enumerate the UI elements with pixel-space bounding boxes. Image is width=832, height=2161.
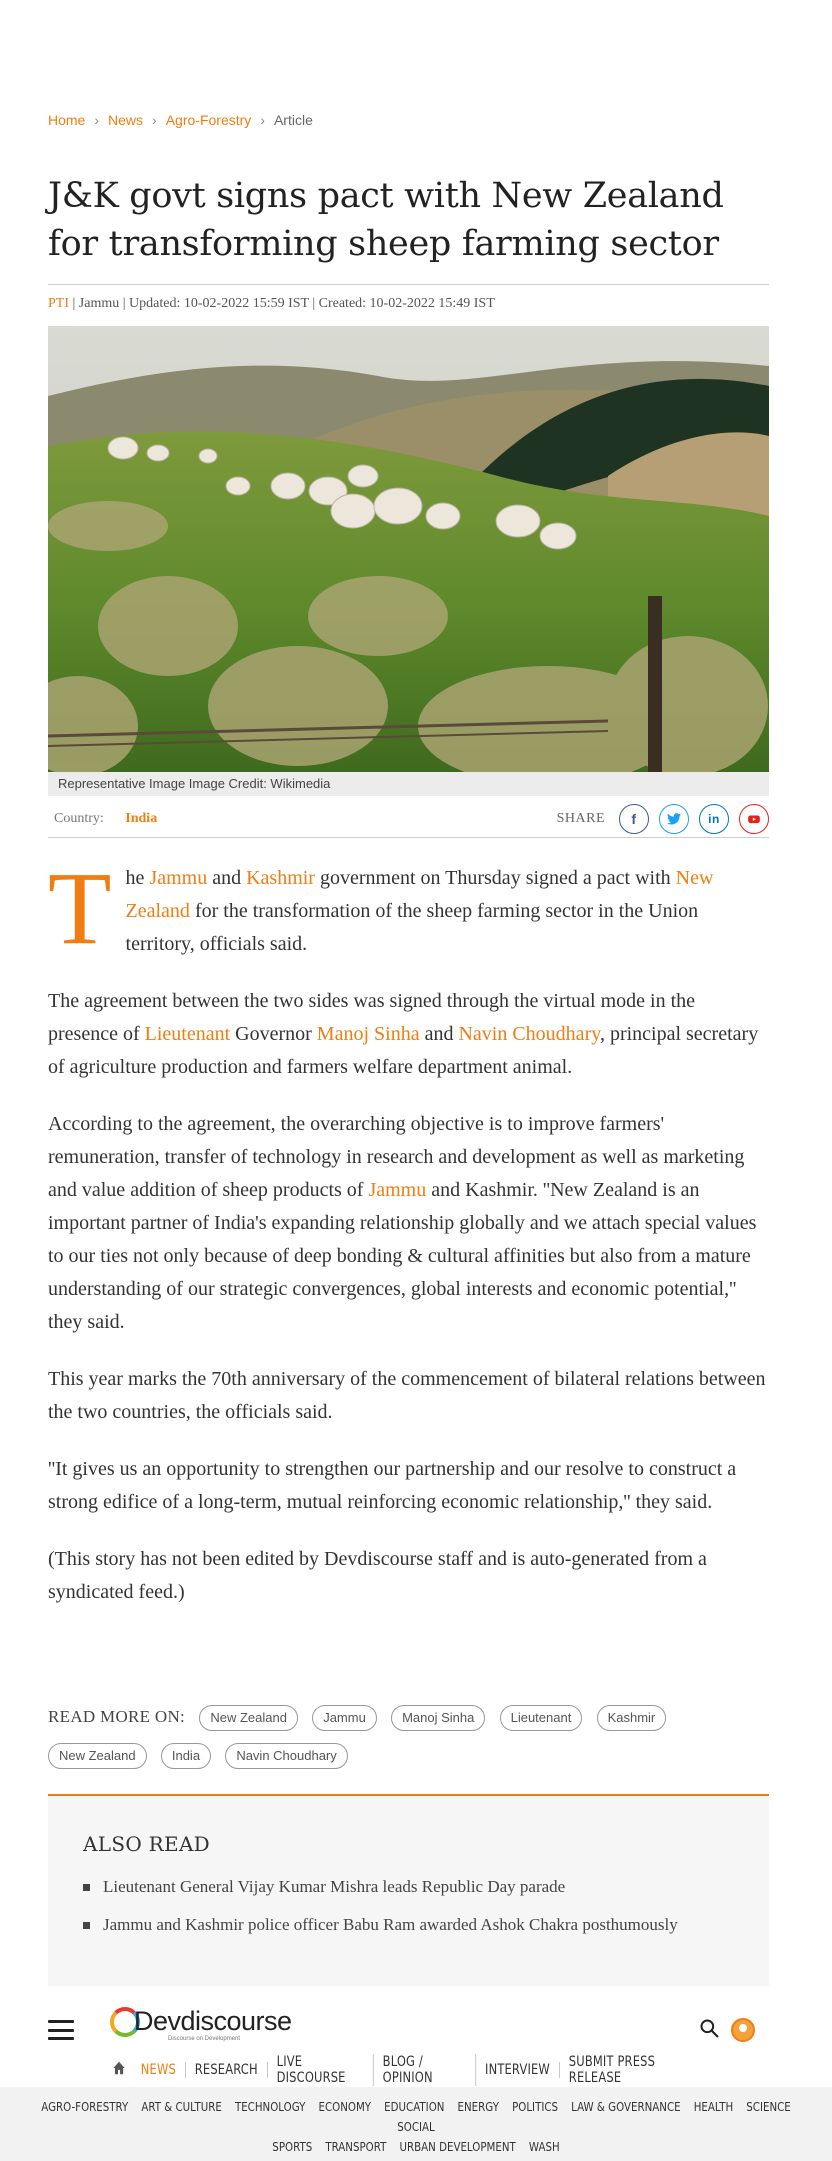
logo-text: Devdiscourse: [134, 2006, 292, 2036]
tag-link[interactable]: New Zealand: [48, 1743, 147, 1769]
article-body: [48, 851, 769, 1633]
article-title: J&K govt signs pact with New Zealand for transforming sheep farming sector: [48, 176, 724, 264]
nav-research[interactable]: RESEARCH: [186, 2062, 268, 2078]
country-info: [48, 811, 157, 827]
breadcrumb-separator: ›: [152, 112, 157, 128]
tag-link[interactable]: India: [161, 1743, 211, 1769]
breadcrumb-separator: ›: [260, 112, 265, 128]
keyword-link-manoj-sinha[interactable]: Manoj Sinha: [316, 1023, 420, 1045]
breadcrumb: [48, 112, 769, 128]
article-paragraph: [48, 1108, 769, 1339]
hamburger-menu-icon[interactable]: [48, 2020, 74, 2040]
breadcrumb-current: Article: [273, 112, 313, 128]
category-link[interactable]: TRANSPORT: [325, 2139, 387, 2154]
article-byline: [48, 296, 769, 312]
tag-link[interactable]: Jammu: [312, 1705, 377, 1731]
keyword-link-lieutenant[interactable]: Lieutenant: [144, 1023, 231, 1045]
breadcrumb-agro-forestry[interactable]: Agro-Forestry: [165, 112, 252, 128]
search-icon[interactable]: [699, 2018, 719, 2043]
tag-link[interactable]: Navin Choudhary: [225, 1743, 347, 1769]
country-link[interactable]: India: [125, 811, 158, 826]
keyword-link-jammu[interactable]: Jammu: [149, 867, 208, 889]
paragraph-text: Governor: [230, 1023, 317, 1045]
share-label: SHARE: [556, 811, 605, 826]
category-link[interactable]: ENERGY: [457, 2099, 499, 2114]
tag-link[interactable]: Kashmir: [597, 1705, 667, 1731]
paragraph-text: , principal secretary of agriculture production and farmers welfare department animal.: [48, 1023, 759, 1078]
image-caption: Representative Image Image Credit: Wikimedia: [48, 772, 769, 796]
header-actions: [699, 2018, 755, 2043]
article-paragraph: [48, 985, 769, 1084]
main-navigation: [113, 2055, 704, 2085]
site-header: [48, 2000, 769, 2060]
article-paragraph: [48, 851, 769, 966]
home-icon[interactable]: [113, 2061, 132, 2079]
category-link[interactable]: ART & CULTURE: [141, 2099, 222, 2114]
paragraph-text: government on Thursday signed a pact with: [314, 867, 676, 889]
article-meta-row: [48, 804, 769, 834]
nav-news[interactable]: NEWS: [132, 2062, 186, 2078]
read-more-label: READ MORE ON:: [48, 1707, 186, 1726]
article-paragraph: This year marks the 70th anniversary of the commencement of bilateral relations between the two countries, the officials said.: [48, 1368, 766, 1423]
category-link[interactable]: WASH: [528, 2139, 560, 2154]
paragraph-text: he: [125, 867, 150, 889]
also-read-item[interactable]: Jammu and Kashmir police officer Babu Ram awarded Ashok Chakra posthumously: [83, 1912, 734, 1938]
byline-source-link[interactable]: PTI: [48, 296, 69, 311]
article-paragraph: ''It gives us an opportunity to strengthen our partnership and our resolve to construct a strong edifice of a long-term, mutual reinforcing economic relationship,'' they said.: [48, 1458, 737, 1513]
paragraph-text: and: [419, 1023, 459, 1045]
category-link[interactable]: TECHNOLOGY: [234, 2099, 306, 2114]
category-link[interactable]: AGRO-FORESTRY: [41, 2099, 129, 2114]
keyword-link-jammu[interactable]: Jammu: [368, 1179, 427, 1201]
category-link[interactable]: POLITICS: [512, 2099, 559, 2114]
category-link[interactable]: HEALTH: [693, 2099, 734, 2114]
category-link[interactable]: ECONOMY: [318, 2099, 372, 2114]
paragraph-text: According to the agreement, the overarching objective is to improve farmers' remuneration, transfer of technology in research and development as well as marketing and value addition of sheep products of: [48, 1113, 745, 1201]
category-link[interactable]: SOCIAL: [397, 2119, 435, 2134]
tag-link[interactable]: New Zealand: [199, 1705, 298, 1731]
breadcrumb-news[interactable]: News: [108, 112, 144, 128]
tag-link[interactable]: Lieutenant: [500, 1705, 583, 1731]
category-bar: [0, 2087, 832, 2161]
category-list: [14, 2097, 818, 2157]
also-read-list: [83, 1874, 734, 1938]
read-more-tags: [48, 1698, 769, 1774]
nav-live-discourse[interactable]: LIVE DISCOURSE: [268, 2054, 374, 2086]
sheep-landscape-image: [48, 326, 769, 772]
also-read-item[interactable]: Lieutenant General Vijay Kumar Mishra leads Republic Day parade: [83, 1874, 734, 1900]
drop-cap: T: [48, 851, 112, 966]
share-bar: [557, 804, 769, 834]
linkedin-icon[interactable]: in: [699, 804, 729, 834]
also-read-section: [48, 1794, 769, 1986]
category-link[interactable]: URBAN DEVELOPMENT: [399, 2139, 516, 2154]
paragraph-text: and Kashmir. ''New Zealand is an important partner of India's expanding relationship globally and we attach special values to our ties not only because of deep bonding & cultural affinities but also from a mature understanding of our strategic convergences, global interests and economic potential,'' they said.: [48, 1179, 757, 1333]
paragraph-text: and: [207, 867, 247, 889]
breadcrumb-separator: ›: [94, 112, 100, 128]
title-divider: [48, 284, 769, 285]
nav-blog-opinion[interactable]: BLOG / OPINION: [374, 2054, 476, 2086]
byline-details: | Jammu | Updated: 10-02-2022 15:59 IST | Created: 10-02-2022 15:49 IST: [69, 296, 495, 311]
paragraph-text: The agreement between the two sides was signed through the virtual mode in the presence of: [48, 990, 696, 1045]
facebook-icon[interactable]: f: [619, 804, 649, 834]
country-label: Country:: [54, 811, 104, 826]
user-icon[interactable]: [731, 2018, 755, 2042]
breadcrumb-home[interactable]: Home: [48, 112, 86, 128]
article-hero-image: [48, 326, 769, 772]
youtube-icon[interactable]: [739, 804, 769, 834]
logo-tagline: Discourse on Development: [168, 2036, 241, 2042]
also-read-heading: ALSO READ: [83, 1832, 211, 1856]
category-link[interactable]: LAW & GOVERNANCE: [571, 2099, 681, 2114]
meta-divider: [48, 837, 769, 838]
category-link[interactable]: SPORTS: [272, 2139, 313, 2154]
tag-link[interactable]: Manoj Sinha: [391, 1705, 485, 1731]
nav-interview[interactable]: INTERVIEW: [476, 2062, 560, 2078]
keyword-link-new-zealand[interactable]: New Zealand: [125, 867, 714, 922]
twitter-icon[interactable]: [659, 804, 689, 834]
category-link[interactable]: SCIENCE: [746, 2099, 791, 2114]
devdiscourse-logo[interactable]: [110, 2006, 292, 2042]
keyword-link-kashmir[interactable]: Kashmir: [246, 867, 315, 889]
category-link[interactable]: EDUCATION: [384, 2099, 445, 2114]
article-disclaimer: (This story has not been edited by Devdiscourse staff and is auto-generated from a syndicated feed.): [48, 1548, 707, 1603]
nav-submit-press-release[interactable]: SUBMIT PRESS RELEASE: [568, 2054, 656, 2086]
keyword-link-navin-choudhary[interactable]: Navin Choudhary: [458, 1023, 600, 1045]
paragraph-text: for the transformation of the sheep farming sector in the Union territory, officials said.: [125, 900, 699, 955]
